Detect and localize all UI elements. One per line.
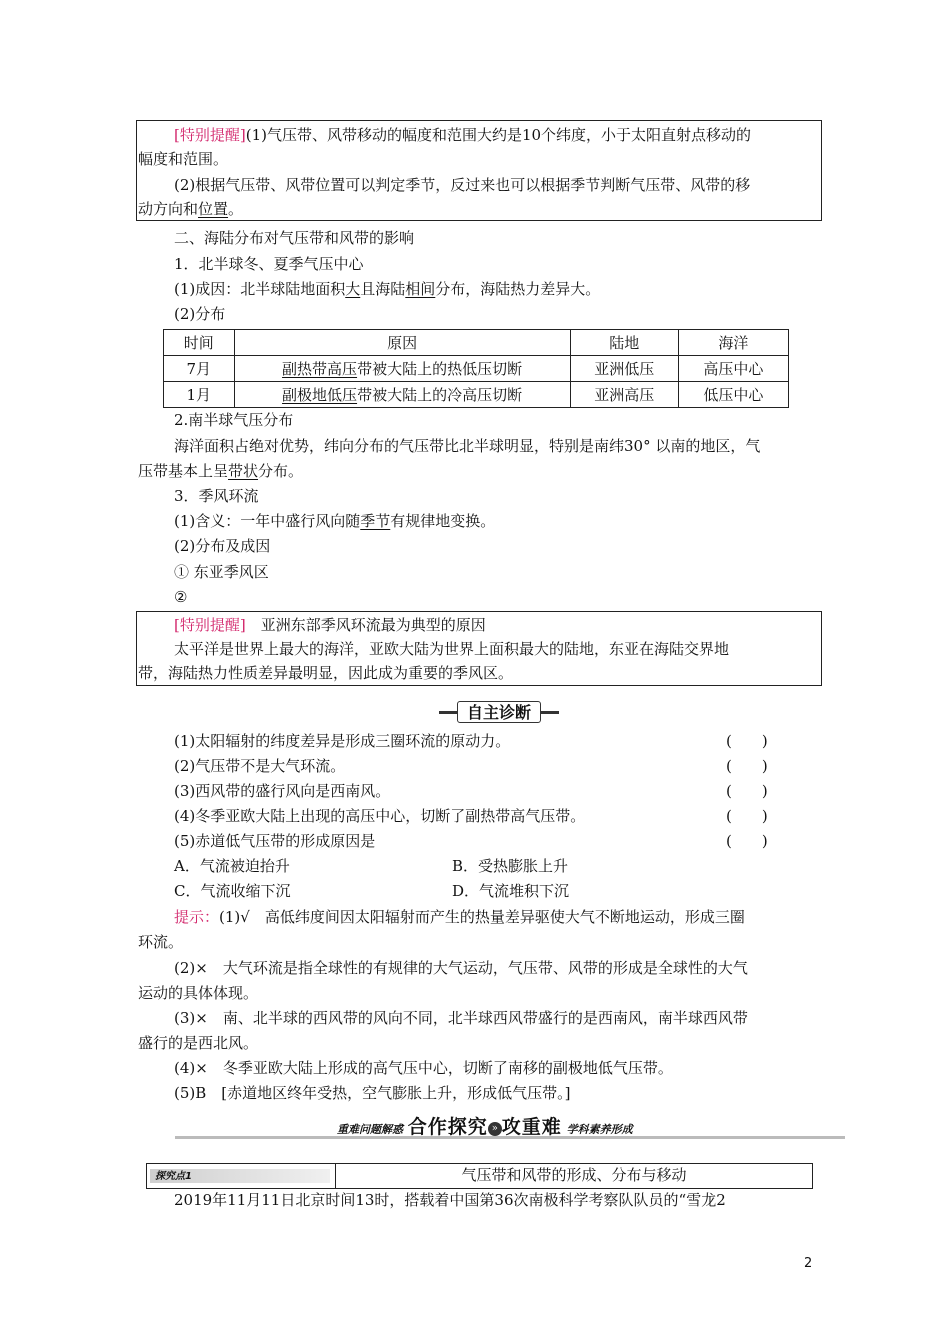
question-5: (5)赤道低气压带的形成原因是 [174,832,376,850]
page-number: 2 [804,1256,813,1271]
table-row [164,382,789,408]
option-b: B．受热膨胀上升 [452,857,569,875]
table-header-cell: 原因 [234,330,570,356]
answer-3-line-2: 盛行的是西北风。 [138,1034,259,1052]
diagnosis-banner [439,701,559,723]
south-line-1: 海洋面积占绝对优势，纬向分布的气压带比北半球明显，特别是南纬30° 以南的地区，气 [174,437,761,455]
item-heading: 1．北半球冬、夏季气压中心 [174,255,364,273]
table-cell: 亚洲低压 [570,356,678,382]
answer-2-line-2: 运动的具体体现。 [138,984,259,1002]
answer-paren: ( ) [726,732,768,750]
cause-line: (1)成因：北半球陆地面积大且海陆相间分布，海陆热力差异大。 [174,280,601,298]
reminder-tag: [特别提醒] [174,126,246,144]
reminder-1-line-2: 幅度和范围。 [138,150,229,168]
table-row [164,356,789,382]
answer-1-line-2: 环流。 [138,933,184,951]
section-header-right: 学科素养形成 [566,1123,633,1136]
second-item: ② [174,588,188,606]
table-header-cell: 时间 [164,330,235,356]
monsoon-distribution: (2)分布及成因 [174,537,271,555]
reminder-tag: [特别提醒] [174,616,246,634]
reminder-2-title: [特别提醒] 亚洲东部季风环流最为典型的原因 [174,616,486,634]
option-d: D．气流堆积下沉 [452,882,570,900]
reminder-2-line-2: 带，海陆热力性质差异最明显，因此成为重要的季风区。 [138,664,514,682]
table-cell: 7月 [164,356,235,382]
diagnosis-banner-label: 自主诊断 [457,701,541,723]
east-asia-item: ① 东亚季风区 [174,563,269,581]
blank-answer: 相间 [405,280,436,298]
answer-paren: ( ) [726,757,768,775]
hint-label: 提示： [174,908,220,926]
table-cell: 1月 [164,382,235,408]
table-header-row [164,330,789,356]
monsoon-definition: (1)含义：一年中盛行风向随季节有规律地变换。 [174,512,496,530]
question-1: (1)太阳辐射的纬度差异是形成三圈环流的原动力。 [174,732,511,750]
distribution-label: (2)分布 [174,305,226,323]
reminder-2-line-1: 太平洋是世界上最大的海洋，亚欧大陆为世界上面积最大的陆地，东亚在海陆交界地 [174,640,730,658]
question-4: (4)冬季亚欧大陆上出现的高压中心，切断了副热带高气压带。 [174,807,586,825]
south-line-2: 压带基本上呈带状分布。 [138,462,304,480]
reminder-1-line-1: [特别提醒](1)气压带、风带移动的幅度和范围大约是10个纬度，小于太阳直射点移动的 [174,126,752,144]
explore-title: 气压带和风带的形成、分布与移动 [461,1166,687,1184]
table-header-cell: 海洋 [678,330,788,356]
table-header-cell: 陆地 [570,330,678,356]
blank-answer: 大 [345,280,361,298]
blank-answer: 位置 [198,200,229,218]
section-header-main-1: 合作探究 [407,1116,488,1138]
answer-3-line-1: (3)× 南、北半球的西风带的风向不同，北半球西风带盛行的是西南风，南半球西风带 [174,1009,748,1027]
answer-5: (5)B [赤道地区终年受热，空气膨胀上升，形成低气压带。] [174,1084,571,1102]
chevron-right-icon: » [488,1122,502,1136]
explore-label-box [146,1163,336,1189]
pressure-center-table [163,329,789,408]
option-a: A．气流被迫抬升 [174,857,290,875]
answer-4: (4)× 冬季亚欧大陆上形成的高气压中心，切断了南移的副极地低气压带。 [174,1059,673,1077]
blank-answer: 季节 [360,512,391,530]
answer-paren: ( ) [726,832,768,850]
answer-paren: ( ) [726,807,768,825]
blank-answer: 带状 [228,462,259,480]
answer-2-line-1: (2)× 大气环流是指全球性的有规律的大气运动，气压带、风带的形成是全球性的大气 [174,959,748,977]
answer-paren: ( ) [726,782,768,800]
table-cell: 亚洲高压 [570,382,678,408]
question-3: (3)西风带的盛行风向是西南风。 [174,782,391,800]
explore-text: 2019年11月11日北京时间13时，搭载着中国第36次南极科学考察队队员的“雪龙2 [174,1191,726,1209]
reminder-1-line-3: (2)根据气压带、风带位置可以判定季节，反过来也可以根据季节判断气压带、风带的移 [174,176,751,194]
monsoon-heading: 3．季风环流 [174,487,259,505]
explore-label: 探究点1 [155,1171,192,1182]
section-header-left: 重难问题解惑 [337,1123,403,1136]
table-cell: 副热带高压带被大陆上的热低压切断 [234,356,570,382]
section-header [337,1112,633,1139]
table-cell: 高压中心 [678,356,788,382]
section-heading: 二、海陆分布对气压带和风带的影响 [174,229,415,247]
reminder-1-line-4: 动方向和位置。 [138,200,244,218]
table-cell: 副极地低压带被大陆上的冷高压切断 [234,382,570,408]
question-2: (2)气压带不是大气环流。 [174,757,346,775]
section-header-main-2: 攻重难 [501,1116,562,1138]
option-c: C．气流收缩下沉 [174,882,291,900]
table-cell: 低压中心 [678,382,788,408]
answer-1-line-1: 提示：(1)√ 高低纬度间因太阳辐射而产生的热量差异驱使大气不断地运动，形成三圈 [174,908,745,926]
south-heading: 2.南半球气压分布 [174,411,294,429]
